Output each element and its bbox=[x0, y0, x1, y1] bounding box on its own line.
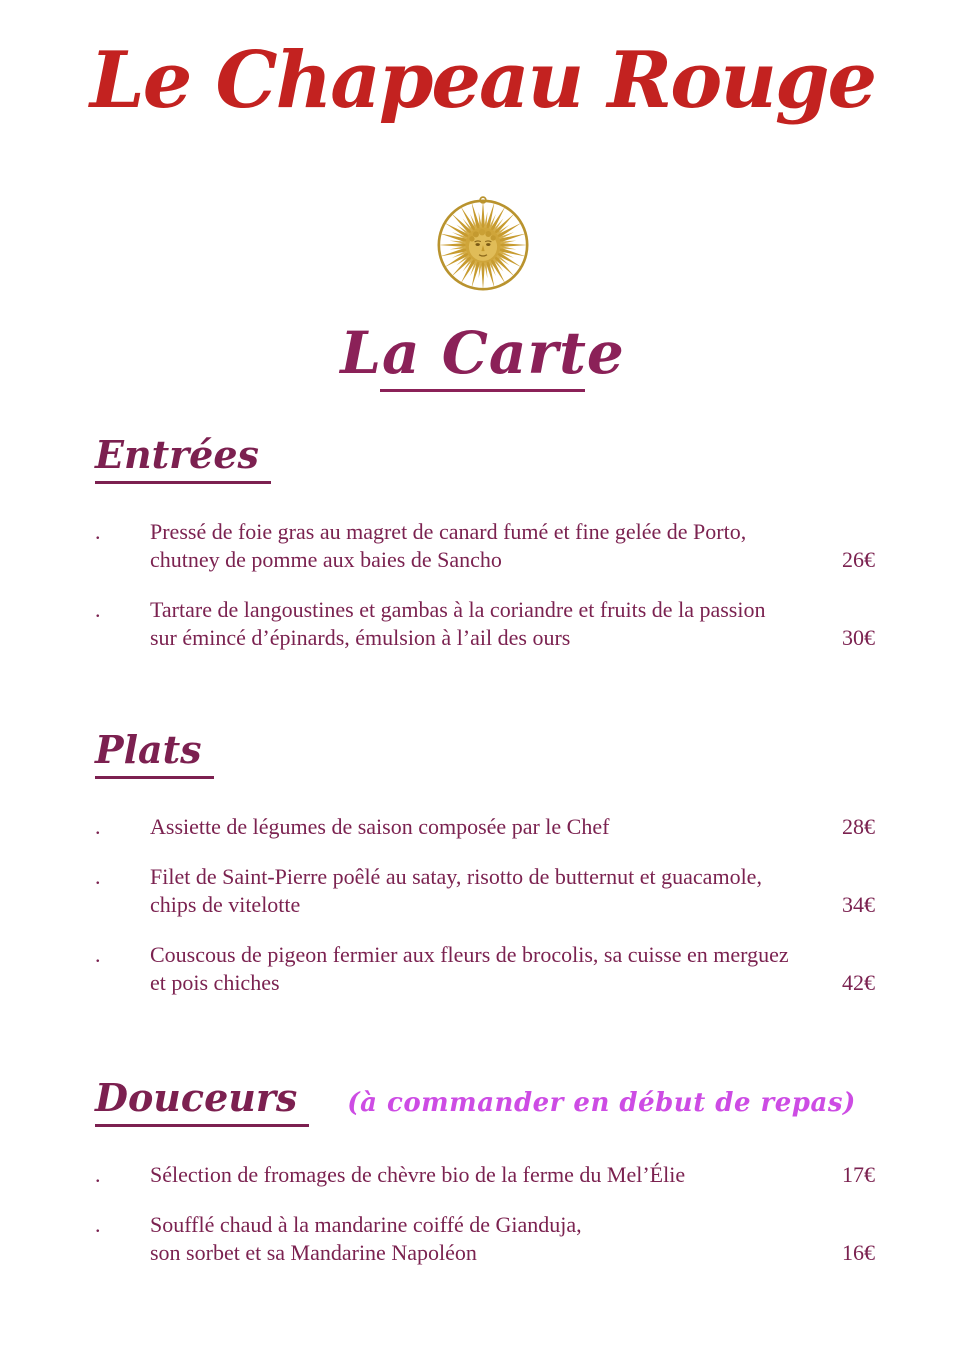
item-bullet: . bbox=[95, 814, 101, 839]
menu-item bbox=[95, 1161, 875, 1189]
item-line1: Assiette de légumes de saison composée par le Chef bbox=[150, 814, 610, 839]
item-price: 16€ bbox=[842, 1240, 875, 1265]
section-plats bbox=[95, 729, 875, 997]
item-text bbox=[150, 941, 790, 997]
item-price: 42€ bbox=[842, 970, 875, 995]
menu-item bbox=[95, 813, 875, 841]
item-bullet: . bbox=[95, 597, 101, 622]
section-douceurs bbox=[95, 1077, 875, 1267]
section-title-entrees: Entrées bbox=[95, 434, 271, 484]
item-text bbox=[150, 863, 790, 919]
item-line2: chips de vitelotte bbox=[150, 892, 301, 917]
item-price: 26€ bbox=[842, 547, 875, 572]
item-line2: chutney de pomme aux baies de Sancho bbox=[150, 547, 502, 572]
menu-title-block bbox=[0, 319, 965, 392]
section-header bbox=[95, 729, 875, 779]
item-line1: Couscous de pigeon fermier aux fleurs de brocolis, sa cuisse en merguez bbox=[150, 942, 789, 967]
item-bullet: . bbox=[95, 942, 101, 967]
item-line1: Filet de Saint-Pierre poêlé au satay, risotto de butternut et guacamole, bbox=[150, 864, 762, 889]
item-price: 34€ bbox=[842, 892, 875, 917]
item-line2: et pois chiches bbox=[150, 970, 280, 995]
menu-item bbox=[95, 518, 875, 574]
item-bullet: . bbox=[95, 864, 101, 889]
section-items bbox=[95, 518, 875, 652]
item-price: 17€ bbox=[842, 1162, 875, 1187]
item-text bbox=[150, 596, 790, 652]
item-bullet: . bbox=[95, 1212, 101, 1237]
section-note: (à commander en début de repas) bbox=[347, 1088, 856, 1118]
restaurant-logo: Le Chapeau Rouge bbox=[89, 35, 876, 126]
section-header bbox=[95, 434, 875, 484]
section-items bbox=[95, 813, 875, 997]
menu-title-underline bbox=[380, 389, 585, 392]
section-entrees bbox=[95, 434, 875, 652]
section-title-plats: Plats bbox=[95, 729, 214, 779]
item-text bbox=[150, 1161, 790, 1189]
item-price: 28€ bbox=[842, 814, 875, 839]
item-line1: Sélection de fromages de chèvre bio de la ferme du Mel’Élie bbox=[150, 1162, 686, 1187]
menu-item bbox=[95, 1211, 875, 1267]
item-bullet: . bbox=[95, 519, 101, 544]
menu-title: La Carte bbox=[340, 319, 625, 387]
item-line1: Soufflé chaud à la mandarine coiffé de Gianduja, bbox=[150, 1212, 582, 1237]
sun-face-icon bbox=[430, 192, 536, 298]
item-text bbox=[150, 518, 790, 574]
menu-item bbox=[95, 596, 875, 652]
item-text bbox=[150, 813, 790, 841]
item-price: 30€ bbox=[842, 625, 875, 650]
menu-item bbox=[95, 863, 875, 919]
section-items bbox=[95, 1161, 875, 1267]
section-header bbox=[95, 1077, 875, 1127]
item-line1: Tartare de langoustines et gambas à la coriandre et fruits de la passion bbox=[150, 597, 766, 622]
item-line1: Pressé de foie gras au magret de canard fumé et fine gelée de Porto, bbox=[150, 519, 747, 544]
section-title-douceurs: Douceurs bbox=[95, 1077, 309, 1127]
menu-item bbox=[95, 941, 875, 997]
item-line2: sur émincé d’épinards, émulsion à l’ail des ours bbox=[150, 625, 571, 650]
item-bullet: . bbox=[95, 1162, 101, 1187]
item-text bbox=[150, 1211, 790, 1267]
item-line2: son sorbet et sa Mandarine Napoléon bbox=[150, 1240, 477, 1265]
